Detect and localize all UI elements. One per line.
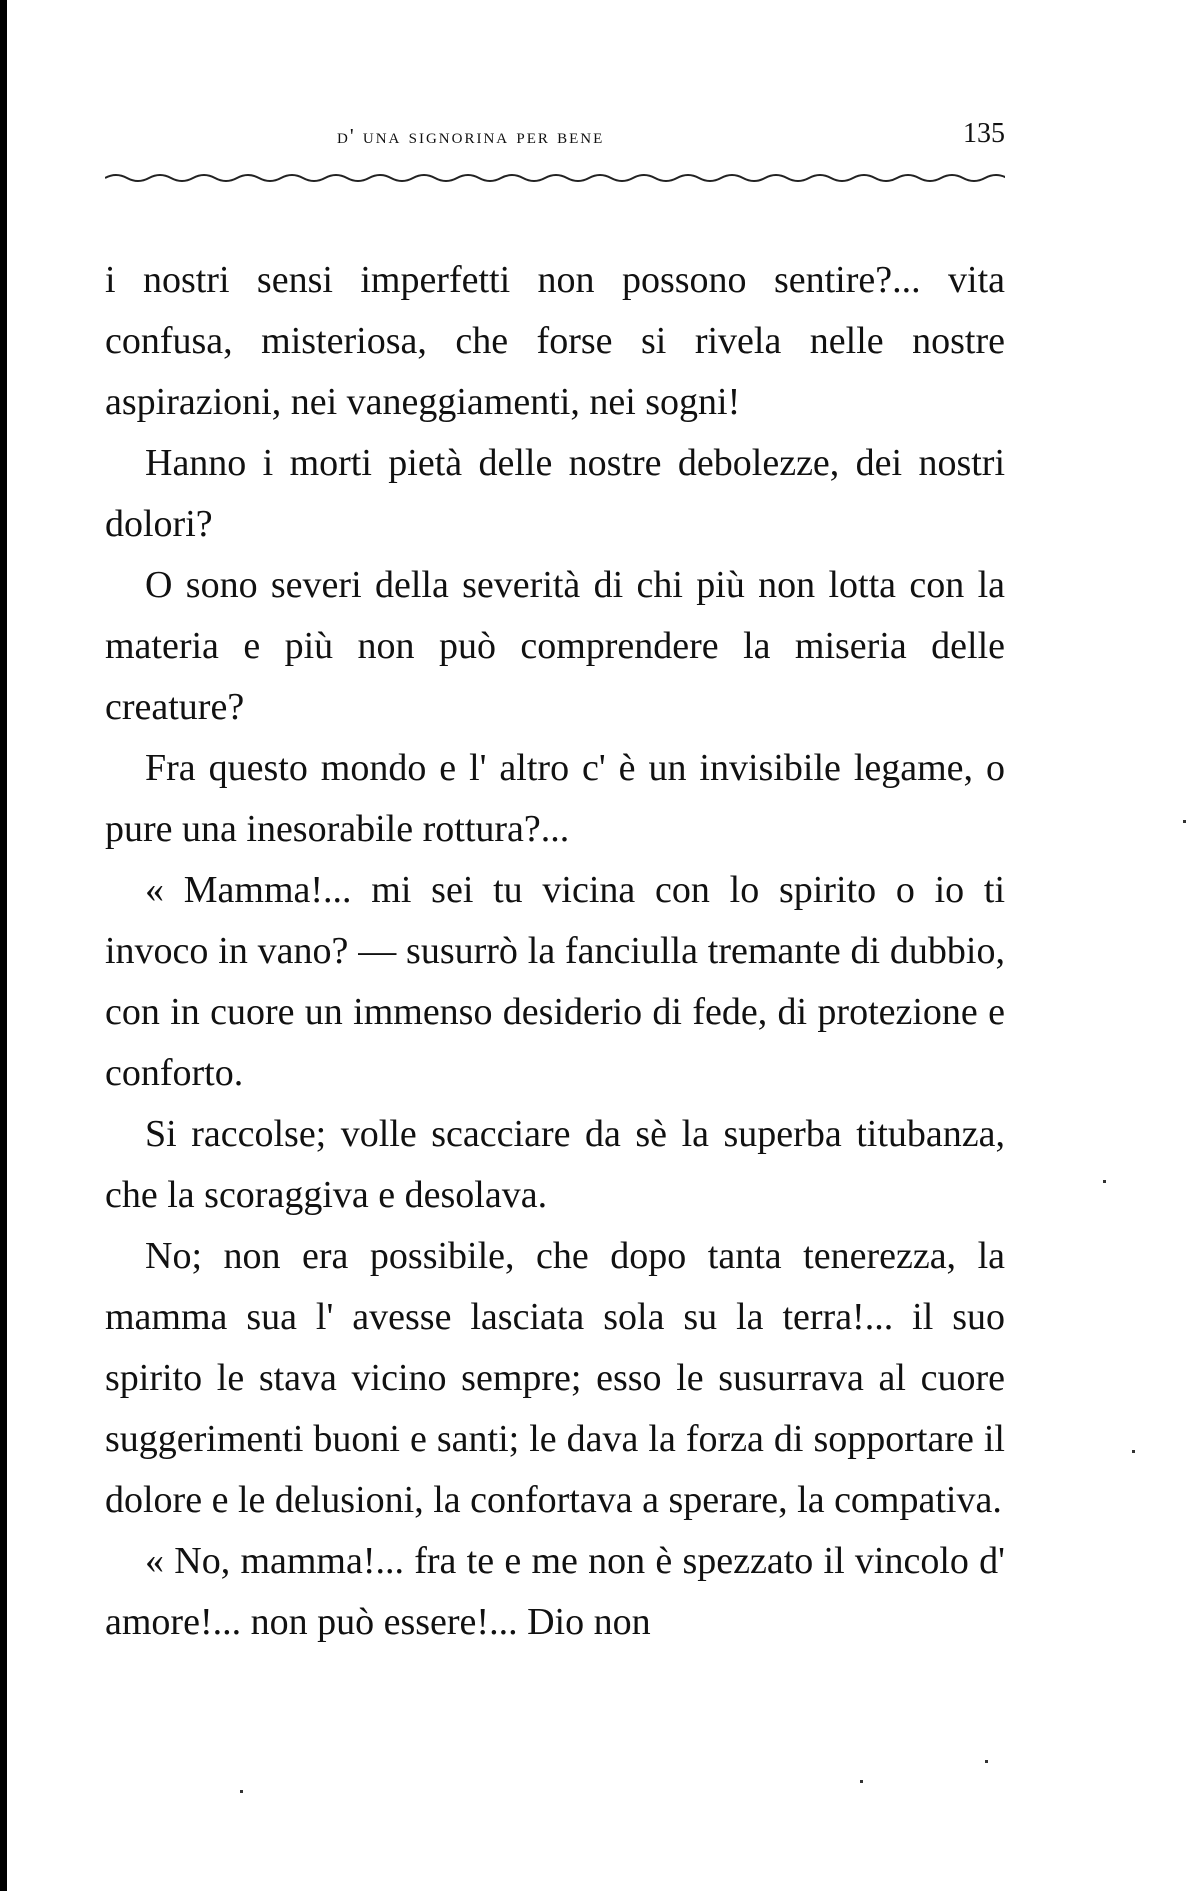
book-spine-edge [0,0,7,1891]
scan-speck [1183,820,1186,823]
scan-speck [240,1790,243,1793]
scan-speck [1103,1180,1106,1183]
wavy-rule [105,170,1005,186]
paragraph: Fra questo mondo e l' altro c' è un invisibile legame, o pure una inesorabile rottura?... [105,747,1005,850]
paragraph: Si raccolse; volle scacciare da sè la superba titubanza, che la scoraggiva e desolava. [105,1113,1005,1216]
paragraph: Hanno i morti pietà delle nostre debolezze, dei nostri dolori? [105,442,1005,545]
paragraph: « Mamma!... mi sei tu vicina con lo spirito o io ti invoco in vano? — susurrò la fanciulla tremante di dubbio, con in cuore un immenso desiderio di fede, di protezione e conforto. [105,869,1005,1094]
scan-speck [985,1760,988,1763]
paragraph: i nostri sensi imperfetti non possono sentire?... vita confusa, misteriosa, che forse si rivela nelle nostre aspirazioni, nei vaneggiamenti, nei sogni! [105,259,1005,423]
scan-speck [860,1780,863,1783]
page-header [105,118,1005,158]
scan-speck [1132,1450,1135,1453]
running-head: d' una signorina per bene [337,124,605,148]
body-text [105,250,1005,1653]
paragraph: « No, mamma!... fra te e me non è spezzato il vincolo d' amore!... non può essere!... Dio non [105,1540,1005,1643]
page-number: 135 [963,118,1005,149]
paragraph: No; non era possibile, che dopo tanta tenerezza, la mamma sua l' avesse lasciata sola su la terra!... il suo spirito le stava vicino sempre; esso le susurrava al cuore suggerimenti buoni e santi; le dava la forza di sopportare il dolore e le delusioni, la confortava a sperare, la compativa. [105,1235,1005,1521]
paragraph: O sono severi della severità di chi più non lotta con la materia e più non può comprendere la miseria delle creature? [105,564,1005,728]
